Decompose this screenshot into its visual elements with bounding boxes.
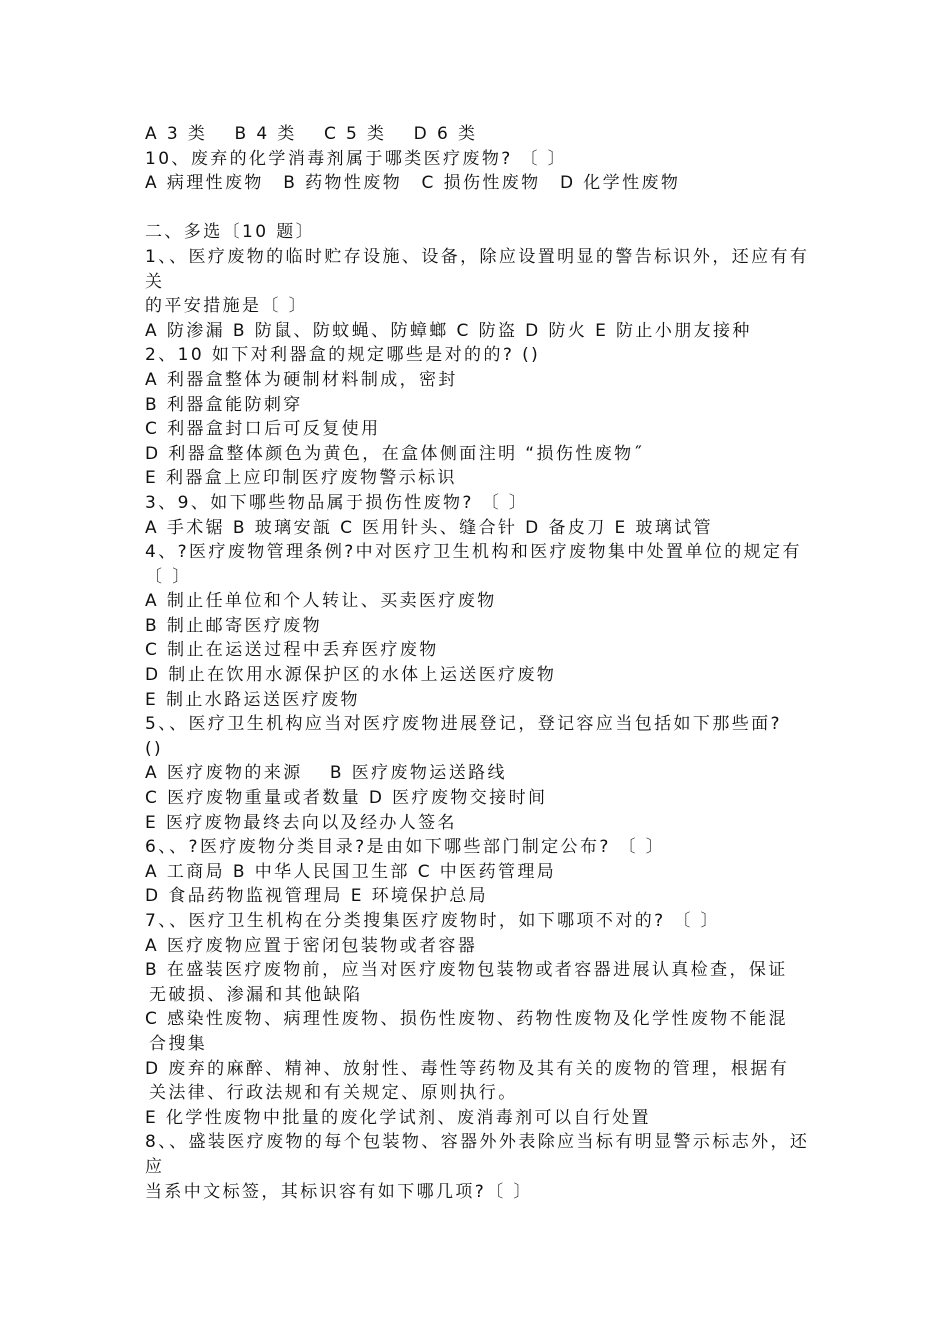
mc-question-2-text: 2、10 如下对利器盒的规定哪些是对的的? () — [145, 345, 541, 366]
document-body — [145, 122, 810, 1204]
mc-question-5-text-cont: () — [145, 738, 164, 759]
mc-question-5-option-e: E 医疗废物最终去向以及经办人签名 — [145, 812, 457, 833]
mc-question-7-option-d: D 废弃的麻醉、精神、放射性、毒性等药物及其有关的废物的管理，根据有 — [145, 1058, 790, 1079]
mc-question-5-text: 5、、医疗卫生机构应当对医疗废物进展登记，登记容应当包括如下那些面? — [145, 714, 782, 735]
mc-question-1-text-cont: 的平安措施是〔 〕 — [145, 296, 309, 317]
question-options-line: A 3 类 B 4 类 C 5 类 D 6 类 — [145, 124, 478, 144]
mc-question-2-option-e: E 利器盒上应印制医疗废物警示标识 — [145, 468, 457, 489]
mc-question-2-option-b: B 利器盒能防刺穿 — [145, 394, 303, 415]
mc-question-7-option-b-cont: 无破损、渗漏和其他缺陷 — [149, 984, 363, 1005]
mc-question-7-option-c: C 感染性废物、病理性废物、损伤性废物、药物性废物及化学性废物不能混 — [145, 1009, 788, 1030]
mc-question-4-option-a: A 制止任单位和个人转让、买卖医疗废物 — [145, 591, 497, 612]
mc-question-7-option-c-cont: 合搜集 — [149, 1033, 208, 1054]
mc-question-3-text: 3、9、如下哪些物品属于损伤性废物? 〔 〕 — [145, 492, 529, 513]
mc-question-4-text: 4、?医疗废物管理条例?中对医疗卫生机构和医疗废物集中处置单位的规定有 — [145, 542, 802, 563]
mc-question-1-text: 1、、医疗废物的临时贮存设施、设备，除应设置明显的警告标识外，还应有有 — [145, 246, 810, 267]
mc-question-4-option-d: D 制止在饮用水源保护区的水体上运送医疗废物 — [145, 665, 557, 686]
question-10-text: 10、废弃的化学消毒剂属于哪类医疗废物? 〔 〕 — [145, 148, 568, 169]
mc-question-1-options: A 防渗漏 B 防鼠、防蚊蝇、防蟑螂 C 防盗 D 防火 E 防止小朋友接种 — [145, 320, 752, 341]
mc-question-4-option-b: B 制止邮寄医疗废物 — [145, 615, 323, 636]
mc-question-5-options-cd: C 医疗废物重量或者数量 D 医疗废物交接时间 — [145, 788, 548, 809]
mc-question-8-text: 8、、盛装医疗废物的每个包装物、容器外外表除应当标有明显警示标志外，还 — [145, 1132, 810, 1153]
mc-question-4-option-c: C 制止在运送过程中丢弃医疗废物 — [145, 640, 439, 661]
mc-question-6-text: 6、、?医疗废物分类目录?是由如下哪些部门制定公布? 〔 〕 — [145, 837, 666, 858]
mc-question-2-option-a: A 利器盒整体为硬制材料制成，密封 — [145, 369, 458, 390]
mc-question-5-options-ab: A 医疗废物的来源 B 医疗废物运送路线 — [145, 763, 507, 784]
mc-question-2-option-c: C 利器盒封口后可反复使用 — [145, 419, 381, 440]
blank-line — [145, 196, 810, 221]
mc-question-8-text-cont: 应 — [145, 1156, 165, 1177]
mc-question-3-options: A 手术锯 B 玻璃安瓿 C 医用针头、缝合针 D 备皮刀 E 玻璃试管 — [145, 517, 714, 538]
mc-question-8-text-cont: 当系中文标签，其标识容有如下哪几项?〔 〕 — [145, 1181, 533, 1202]
section-heading-multiple-choice: 二、多选〔10 题〕 — [145, 222, 316, 243]
question-10-options: A 病理性废物 B 药物性废物 C 损伤性废物 D 化学性废物 — [145, 173, 681, 194]
mc-question-7-option-e: E 化学性废物中批量的废化学试剂、废消毒剂可以自行处置 — [145, 1107, 651, 1128]
mc-question-6-options-abc: A 工商局 B 中华人民国卫生部 C 中医药管理局 — [145, 861, 557, 882]
mc-question-7-option-a: A 医疗废物应置于密闭包装物或者容器 — [145, 935, 478, 956]
mc-question-4-text-cont: 〔 〕 — [145, 566, 192, 587]
mc-question-1-text-cont: 关 — [145, 271, 165, 292]
mc-question-7-text: 7、、医疗卫生机构在分类搜集医疗废物时，如下哪项不对的? 〔 〕 — [145, 911, 720, 931]
mc-question-4-option-e: E 制止水路运送医疗废物 — [145, 689, 360, 710]
mc-question-7-option-d-cont: 关法律、行政法规和有关规定、原则执行。 — [149, 1083, 518, 1104]
mc-question-7-option-b: B 在盛装医疗废物前，应当对医疗废物包装物或者容器进展认真检查，保证 — [145, 960, 788, 981]
mc-question-2-option-d: D 利器盒整体颜色为黄色，在盒体侧面注明 “损伤性废物˝ — [145, 443, 645, 464]
mc-question-6-options-de: D 食品药物监视管理局 E 环境保护总局 — [145, 886, 489, 907]
